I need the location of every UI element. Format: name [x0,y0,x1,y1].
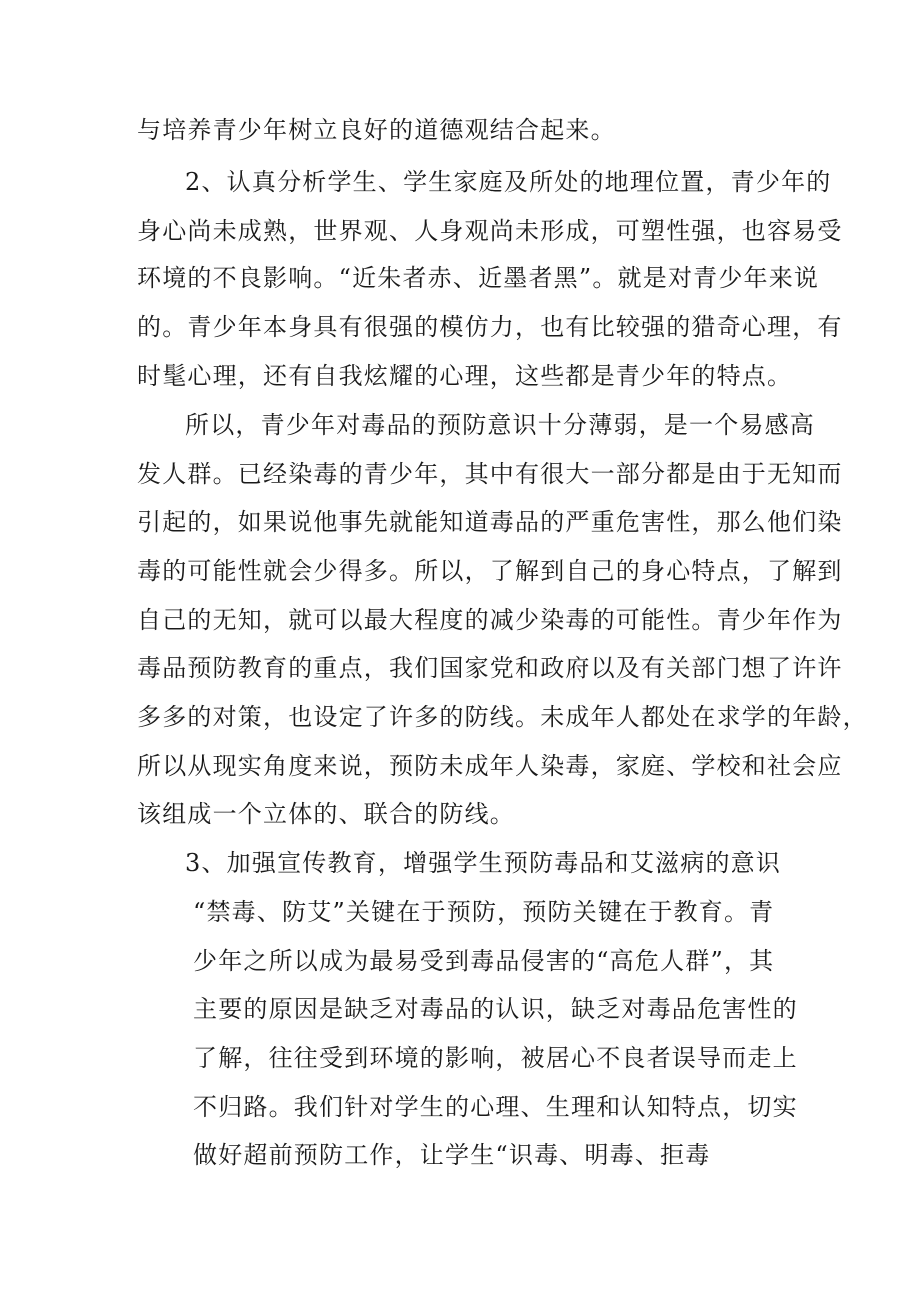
text-line: 做好超前预防工作，让学生“识毒、明毒、拒毒 [193,1141,711,1169]
text-line: 所以从现实角度来说，预防未成年人染毒，家庭、学校和社会应 [137,752,843,780]
text-line: 引起的，如果说他事先就能知道毒品的严重危害性，那么他们染 [137,508,843,536]
text-line: 毒品预防教育的重点，我们国家党和政府以及有关部门想了许许 [137,654,843,682]
text-line: 2、认真分析学生、学生家庭及所处的地理位置，青少年的 [185,168,832,196]
text-line: 所以，青少年对毒品的预防意识十分薄弱，是一个易感高 [185,411,815,439]
text-line: 身心尚未成熟，世界观、人身观尚未形成，可塑性强，也容易受 [137,217,843,245]
text-line: 少年之所以成为最易受到毒品侵害的“高危人群”，其 [193,947,775,975]
text-line: 的。青少年本身具有很强的模仿力，也有比较强的猎奇心理，有 [137,313,843,341]
text-line: 与培养青少年树立良好的道德观结合起来。 [137,116,616,144]
text-line: 主要的原因是缺乏对毒品的认识，缺乏对毒品危害性的 [193,995,798,1023]
text-line: 毒的可能性就会少得多。所以，了解到自己的身心特点，了解到 [137,557,843,585]
text-line: 多多的对策，也设定了许多的防线。未成年人都处在求学的年龄， [137,703,868,731]
text-line: 自己的无知，就可以最大程度的减少染毒的可能性。青少年作为 [137,606,843,634]
text-line: 不归路。我们针对学生的心理、生理和认知特点，切实 [193,1093,798,1121]
text-line: “禁毒、防艾”关键在于预防，预防关键在于教育。青 [193,898,775,926]
text-line: 了解，往往受到环境的影响，被居心不良者误导而走上 [193,1044,798,1072]
text-line: 发人群。已经染毒的青少年，其中有很大一部分都是由于无知而 [137,460,843,488]
text-line: 时髦心理，还有自我炫耀的心理，这些都是青少年的特点。 [137,362,793,390]
text-line: 环境的不良影响。“近朱者赤、近墨者黑”。就是对青少年来说 [137,264,820,292]
section-heading: 3、加强宣传教育，增强学生预防毒品和艾滋病的意识 [185,849,782,877]
text-line: 该组成一个立体的、联合的防线。 [137,800,515,828]
